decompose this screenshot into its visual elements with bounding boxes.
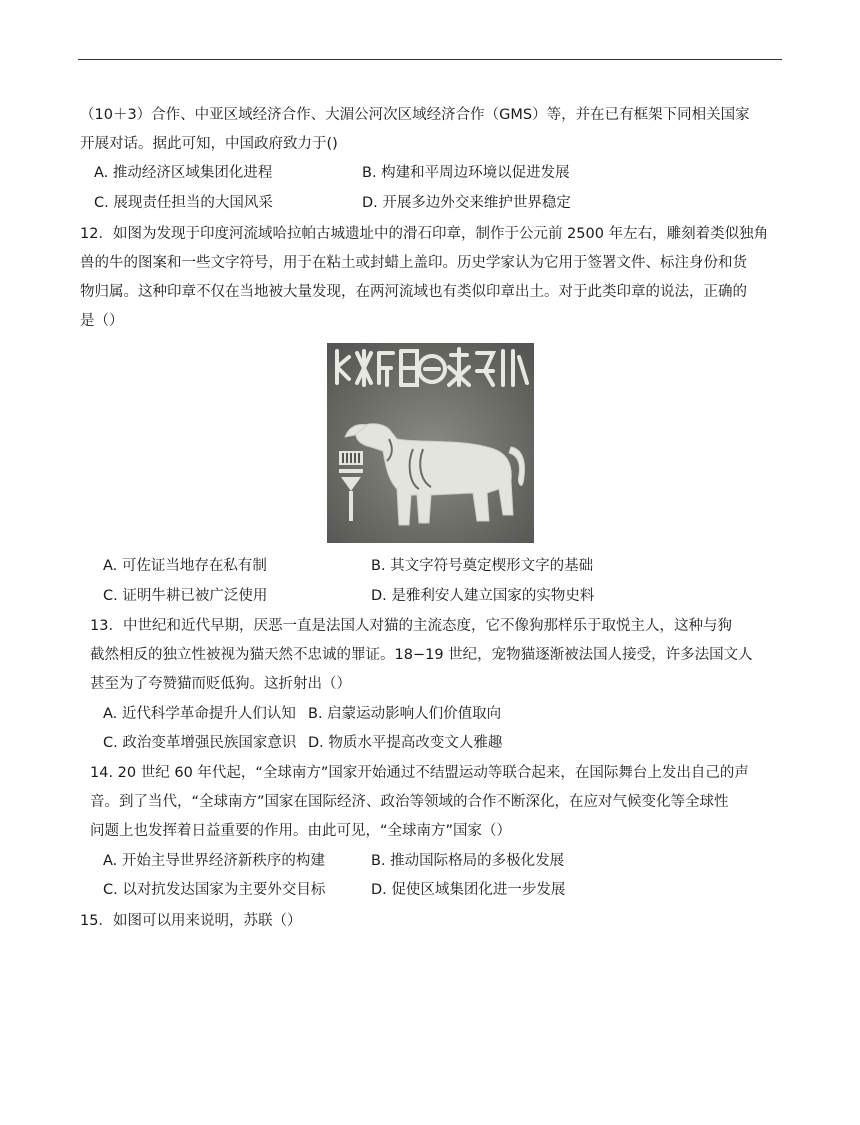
q12-text-line1: 12．如图为发现于印度河流域哈拉帕古城遗址中的滑石印章，制作于公元前 2500 年左右，雕刻着类似独角: [80, 226, 769, 242]
q12-text-line3: 物归属。这种印章不仅在当地被大量发现，在两河流域也有类似印章出土。对于此类印章的说法，正确的: [80, 284, 747, 300]
q12-text-line4: 是（）: [80, 313, 124, 329]
q12-option-b: B. 其文字符号奠定楔形文字的基础: [371, 558, 594, 574]
q15-text-line1: 15．如图可以用来说明，苏联（）: [80, 913, 302, 929]
q11-option-c: C. 展现责任担当的大国风采: [94, 195, 273, 211]
q13-option-b: B. 启蒙运动影响人们价值取向: [308, 706, 502, 722]
header-rule: [78, 59, 782, 60]
q12-text-line2: 兽的牛的图案和一些文字符号，用于在粘土或封蜡上盖印。历史学家认为它用于签署文件、标注身份和货: [80, 255, 747, 271]
q13-text-line2: 截然相反的独立性被视为猫天然不忠诚的罪证。18−19 世纪，宠物猫逐渐被法国人接受，许多法国文人: [90, 647, 753, 663]
q14-option-b: B. 推动国际格局的多极化发展: [371, 853, 565, 869]
q14-text-line1: 14. 20 世纪 60 年代起，“全球南方”国家开始通过不结盟运动等联合起来，在国际舞台上发出自己的声: [90, 765, 749, 781]
q14-option-c: C. 以对抗发达国家为主要外交目标: [103, 882, 326, 898]
indus-seal-image: [327, 343, 534, 543]
q11-option-b: B. 构建和平周边环境以促进发展: [362, 165, 570, 181]
q14-option-a: A. 开始主导世界经济新秩序的构建: [103, 853, 325, 869]
q11-option-a: A. 推动经济区域集团化进程: [94, 165, 273, 181]
q13-option-d: D. 物质水平提高改变文人雅趣: [308, 735, 503, 751]
q14-option-d: D. 促使区域集团化进一步发展: [371, 882, 566, 898]
q12-option-d: D. 是雅利安人建立国家的实物史料: [371, 588, 595, 604]
q12-option-c: C. 证明牛耕已被广泛使用: [103, 588, 268, 604]
q11-text-line1: （10＋3）合作、中亚区域经济合作、大湄公河次区域经济合作（GMS）等，并在已有框架下同相关国家: [80, 107, 750, 123]
q14-text-line3: 问题上也发挥着日益重要的作用。由此可见，“全球南方”国家（）: [90, 823, 512, 839]
q13-option-c: C. 政治变革增强民族国家意识: [103, 735, 297, 751]
q13-option-a: A. 近代科学革命提升人们认知: [103, 706, 296, 722]
q13-text-line1: 13．中世纪和近代早期，厌恶一直是法国人对猫的主流态度，它不像狗那样乐于取悦主人，这种与狗: [90, 618, 732, 634]
q11-option-d: D. 开展多边外交来维护世界稳定: [362, 195, 571, 211]
seal-illustration: [327, 343, 534, 543]
q11-text-line2: 开展对话。据此可知，中国政府致力于(): [80, 136, 338, 152]
q14-text-line2: 音。到了当代，“全球南方”国家在国际经济、政治等领域的合作不断深化，在应对气候变化等全球性: [90, 794, 729, 810]
q13-text-line3: 甚至为了夸赞猫而贬低狗。这折射出（）: [90, 676, 351, 692]
q12-option-a: A. 可佐证当地存在私有制: [103, 558, 267, 574]
